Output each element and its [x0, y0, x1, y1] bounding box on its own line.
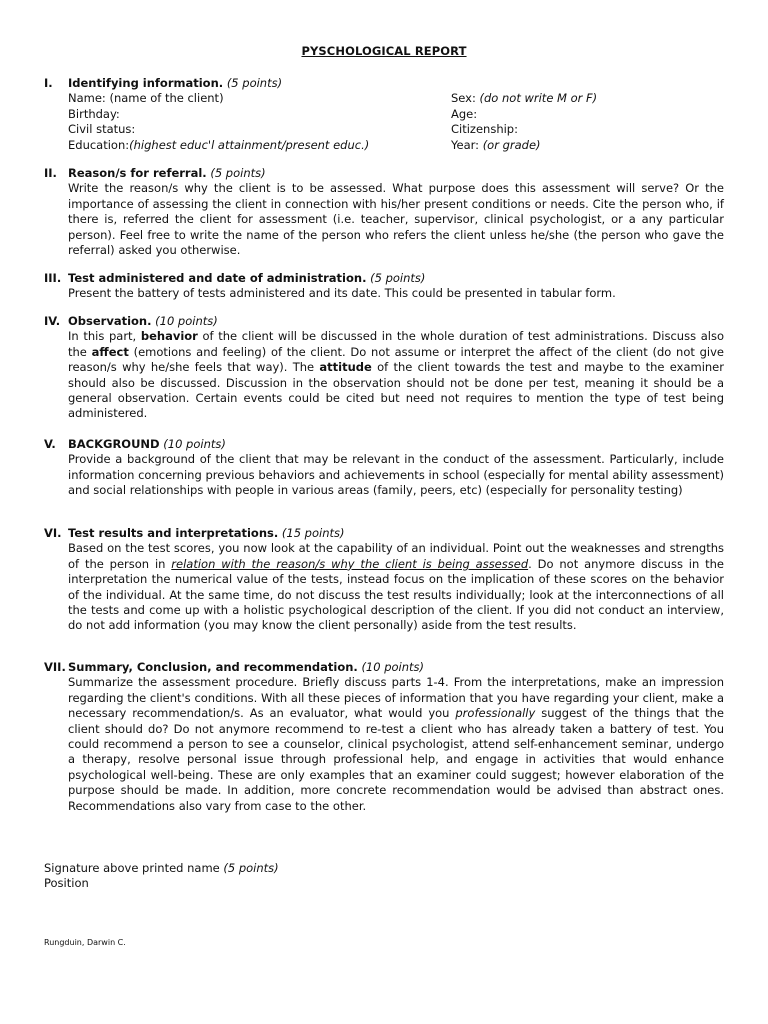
section-tests-administered: [44, 271, 724, 302]
identifying-fields: [68, 91, 724, 153]
heading-text: Observation.: [68, 314, 152, 328]
education-label: Education:: [68, 137, 130, 152]
year-field: [451, 138, 541, 153]
emphasis-relation: relation with the reason/s why the client is being assessed: [171, 556, 529, 571]
body-text: of the client towards the test and maybe to the examiner should also be discussed. Discussion in the observation should not be done per test, meaning it should be a general observation. Certain events could be cited but need not requires to mention the type of test being administered.: [68, 360, 724, 421]
points-label: (10 points): [361, 660, 425, 674]
section-observation: [44, 314, 724, 422]
section-body: Provide a background of the client that may be relevant in the conduct of the assessment. Particularly, include information concerning previous behaviors and achievements in school (especially for mental ability assessment) and social relationships with people in various areas (family, peers, etc) (especially for personality testing): [68, 452, 724, 498]
section-number: VII.: [44, 660, 66, 674]
heading-text: Reason/s for referral.: [68, 166, 207, 180]
section-number: V.: [44, 437, 56, 451]
year-label: Year:: [451, 137, 483, 152]
name-field-label: Name: (name of the client): [68, 91, 224, 106]
section-background: [44, 437, 724, 499]
heading-text: Summary, Conclusion, and recommendation.: [68, 660, 358, 674]
section-number: II.: [44, 166, 57, 180]
section-summary: [44, 660, 724, 814]
points-label: (5 points): [226, 76, 283, 90]
section-number: III.: [44, 271, 62, 285]
section-body: [68, 541, 724, 633]
section-identifying-information: [44, 76, 724, 153]
body-text: In this part,: [68, 329, 141, 344]
year-note: (or grade): [482, 137, 541, 152]
heading-text: BACKGROUND: [68, 437, 160, 451]
section-heading: [68, 166, 724, 181]
section-body: [68, 329, 724, 421]
body-text: of the client will be discussed in the whole duration of test administrations. Discuss also the: [68, 329, 724, 359]
section-body: Write the reason/s why the client is to be assessed. What purpose does this assessment will serve? Or the importance of assessing the client in connection with his/her present conditions or needs. Cite the person who, if there is, referred the client for assessment (i.e. teacher, supervisor, clinical psychologist, or a any particular person). Feel free to write the name of the person who refers the client unless he/she (the person who gave the referral) asked you otherwise.: [68, 181, 724, 258]
education-note: (highest educ'l attainment/present educ.): [129, 137, 370, 152]
section-heading: [68, 660, 724, 675]
body-text: Based on the test scores, you now look at the capability of an individual. Point out the weaknesses and strengths of the person in: [68, 541, 724, 571]
body-text: suggest of the things that the client should do? Do not anymore recommend to re-test a client who has already taken a battery of test. You could recommend a person to see a counselor, clinical psychologist, attend self-enhancement seminar, undergo a therapy, resolve personal issue through professional help, and engage in activities that would enhance psychological well-being. These are only examples that an examiner could suggest; however elaboration of the purpose should be made. In addition, more concrete recommendation would be advised than abstract ones. Recommendations also vary from case to the other.: [68, 706, 724, 813]
emphasis-attitude: attitude: [319, 360, 372, 375]
section-number: I.: [44, 76, 53, 90]
section-number: IV.: [44, 314, 61, 328]
points-label: (15 points): [281, 526, 345, 540]
sex-label: Sex:: [451, 91, 480, 106]
section-heading: [68, 437, 724, 452]
heading-text: Test administered and date of administration.: [68, 271, 367, 285]
field-row: [68, 138, 724, 153]
signature-label: Signature above printed name: [44, 861, 224, 875]
author-footer: Rungduin, Darwin C.: [44, 938, 126, 947]
position-label: Position: [44, 876, 89, 891]
emphasis-affect: affect: [91, 344, 129, 359]
civil-status-field-label: Civil status:: [68, 122, 136, 137]
signature-line: [44, 861, 279, 876]
page-title: PYSCHOLOGICAL REPORT: [301, 44, 467, 58]
section-body: Present the battery of tests administered and its date. This could be presented in tabular form.: [68, 286, 616, 301]
field-row: [68, 91, 724, 106]
points-label: (5 points): [370, 271, 426, 285]
body-text: (emotions and feeling) of the client. Do not assume or interpret the affect of the client (do not give reason/s why he/she feels that way). The: [68, 344, 724, 375]
signature-block: [44, 861, 279, 892]
emphasis-professionally: professionally: [455, 706, 536, 721]
emphasis-behavior: behavior: [140, 329, 198, 344]
section-reason-for-referral: [44, 166, 724, 258]
birthday-field-label: Birthday:: [68, 106, 120, 121]
section-heading: [68, 526, 724, 541]
points-label: (5 points): [210, 166, 266, 180]
field-row: [68, 122, 724, 137]
section-heading: [68, 76, 724, 91]
section-number: VI.: [44, 526, 62, 540]
heading-text: Test results and interpretations.: [68, 526, 279, 540]
section-test-results: [44, 526, 724, 634]
body-text: . Do not anymore discuss in the interpretation the numerical value of the tests, instead focus on the implication of these scores on the behavior of the individual. At the same time, do not discuss the test results individually; look at the interconnections of all the tests and come up with a holistic psychological description of the client. If you did not conduct an interview, do not add information (you may know the client personally) aside from the test results.: [68, 556, 724, 633]
heading-text: Identifying information.: [68, 76, 224, 90]
points-label: (10 points): [155, 314, 218, 328]
body-text: Summarize the assessment procedure. Briefly discuss parts 1-4. From the interpretations, make an impression regarding the client's conditions. With all these pieces of information that you have regarding your client, make a necessary recommendation/s. As an evaluator, what would you: [68, 675, 724, 721]
sex-field: [451, 91, 597, 106]
points-label: (10 points): [163, 437, 226, 451]
section-heading: [68, 271, 724, 286]
section-body: [68, 675, 724, 814]
section-heading: [68, 314, 724, 329]
citizenship-field-label: Citizenship:: [451, 122, 518, 137]
points-label: (5 points): [223, 861, 279, 875]
education-field: [68, 138, 369, 153]
field-row: [68, 107, 724, 122]
sex-note: (do not write M or F): [479, 91, 598, 106]
age-field-label: Age:: [451, 106, 478, 121]
